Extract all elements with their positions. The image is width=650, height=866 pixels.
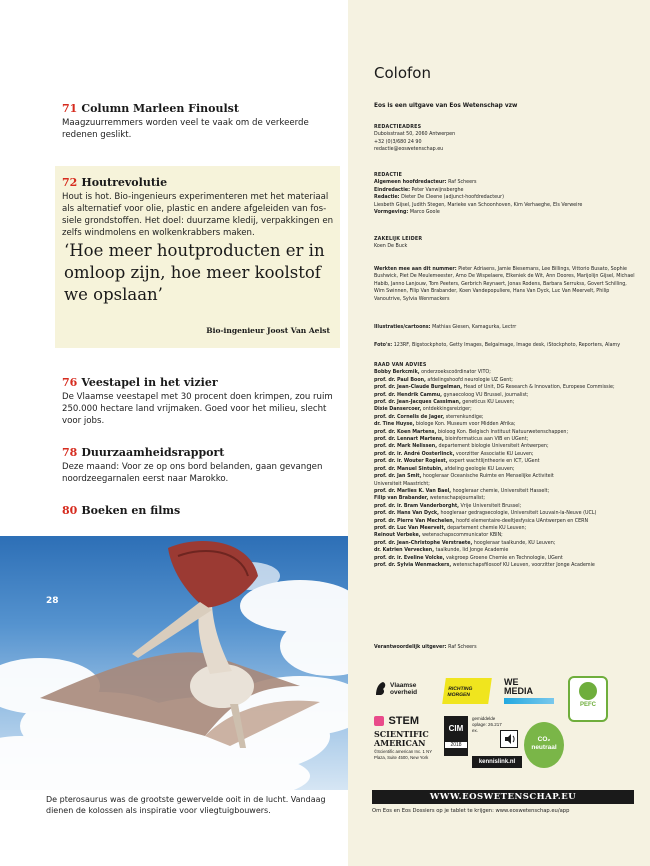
toc-description: Deze maand: Voor ze op ons bord belanden, gaan gevangen noordzeegarnalen eerst naar Marokko. xyxy=(62,462,323,484)
werkten-names: Pieter Adriaens, Jamie Biesemans, Lee Billings, Vittorio Busato, Sophie Bushwick, Piet De Meulemeester, Arno De Wispelaere, Elkeniek de Wit, Ann Doores, Marijolijn Gijsel, Michael Habib, Janno Lanjouw, Tom Peeters, Gerbrich Reynaert, Jonas Rodens, Barbara Serrukss, Govert Schilling, Wim Swinnen, Filip Van Brabander, Koen Vandepopuliere, Hans Van Dyck, Luc Van Meervelt, Philip Vanoutrive, Sylvia Wenmackers xyxy=(374,267,635,302)
sponsor-logos: Vlaamse overheid RICHTING MORGEN WE MEDIA PEFC STEM SCIENTIFIC AMERICAN ©Scientific american Inc. 1 NY Plaza, Suite 4500, New York CIM 2018 gemiddelde oplage: 26.217 ex. kennislink.nl CO₂ neutraal xyxy=(372,676,640,786)
verantwoordelijk-label: Verantwoordelijk uitgever: xyxy=(374,645,447,650)
raad-member: prof. dr. Pierre Van Mechelen, hoofd elementaire-deeltjesfysica UAntwerpen en CERN xyxy=(374,518,589,524)
raad-member: prof. dr. Marlies K. Van Bael, hoogleraar chemie, Universiteit Hasselt; xyxy=(374,488,550,494)
redactieadres-label: REDACTIEADRES xyxy=(374,125,422,130)
toc-number: 71 xyxy=(62,102,78,115)
illustraties-block: Illustraties/cartoons: Mathias Giesen, Kamagurka, Lectrr xyxy=(374,325,517,330)
toc-item-71[interactable] xyxy=(62,102,342,141)
fotos-label: Foto's: xyxy=(374,343,393,348)
raad-member: prof. dr. ir. André Oosterlinck, voorzitter Associatie KU Leuven; xyxy=(374,451,534,457)
toc-title: Duurzaamheidsrapport xyxy=(81,446,225,459)
toc-description: De Vlaamse veestapel met 30 procent doen krimpen, zou ruim 250.000 hectare land vrijmaken. Goed voor het milieu, slecht voor jobs. xyxy=(62,392,333,426)
toc-title: Boeken en films xyxy=(81,504,181,517)
raad-member: prof. dr. ir. Eveline Volcke, vakgroep Groene Chemie en Technologie, UGent xyxy=(374,555,563,561)
pefc-logo: PEFC xyxy=(568,676,608,722)
raad-member: prof. dr. Koen Martens, bioloog Kon. Belgisch Instituut Natuurwetenschappen; xyxy=(374,429,569,435)
toc-number: 80 xyxy=(62,504,78,517)
raad-member: prof. dr. Jan Smit, hoogleraar Oceanische Ruimte en Menselijke Activiteit xyxy=(374,474,554,480)
raad-member: prof. dr. Manuel Sintubin, afdeling geologie KU Leuven; xyxy=(374,466,515,472)
toc-item-78[interactable] xyxy=(62,446,342,485)
raad-member: prof. dr. Jean-Claude Burgelman, Head of Unit, DG Research & Innovation, Europese Commissie; xyxy=(374,385,615,391)
werkten-label: Werkten mee aan dit nummer: xyxy=(374,267,457,272)
zakelijk-block xyxy=(374,236,636,251)
redactie-line: Eindredactie: Peter Vanwijnsberghe xyxy=(374,187,464,193)
app-link-text[interactable]: Om Eos en Eos Dossiers op je tablet te krijgen: www.eoswetenschap.eu/app xyxy=(372,808,570,814)
toc-description: Hout is hot. Bio-ingenieurs experimenteren met het materiaal als alternatief voor olie, plastic en andere afgeleiden van fos-siele grondstoffen. Het doel: duurzame kledij, verpakkingen en zelfs windmolens en wolkenkrabbers maken. xyxy=(62,192,334,238)
pull-quote: ‘Hoe meer houtproducten er in omloop zijn, hoe meer koolstof we opslaan’ xyxy=(64,241,325,304)
raad-member: prof. dr. Luc Van Meervelt, departement chemie KU Leuven; xyxy=(374,525,527,531)
raad-label: RAAD VAN ADVIES xyxy=(374,363,427,368)
toc-number: 76 xyxy=(62,376,78,389)
raad-member: Filip van Brabander, wetenschapsjournalist; xyxy=(374,496,486,502)
richting-morgen-logo: RICHTING MORGEN xyxy=(442,678,492,704)
pterosaur-photo xyxy=(0,536,348,790)
photo-caption: De pterosaurus was de grootste gewervelde ooit in de lucht. Vandaag dienen de kolossen als inspiratie voor vliegtuigbouwers. xyxy=(46,795,326,815)
raad-member: prof. dr. Jean-Jacques Cassiman, geneticus KU Leuven; xyxy=(374,400,515,406)
email-link[interactable]: redactie@eoswetenschap.eu xyxy=(374,147,444,153)
raad-member: dr. Tine Huyse, biologe Kon. Museum voor Midden Afrika; xyxy=(374,422,516,428)
raad-member: Reinout Verbeke, wetenschapscommunicator KBIN; xyxy=(374,533,503,539)
redactie-line: Vormgeving: Marco Goole xyxy=(374,210,440,216)
raad-member: prof. dr. Jean-Christophe Verstraete, hoogleraar taalkunde, KU Leuven; xyxy=(374,540,556,546)
oplage-text: gemiddelde oplage: 26.217 ex. xyxy=(472,716,502,733)
raad-member: prof. dr. Sylvia Wenmackers, wetenschapsfilosoof KU Leuven, voorzitter Jonge Academie xyxy=(374,562,595,568)
redactie-line: Algemeen hoofdredacteur: Raf Scheers xyxy=(374,180,477,186)
we-media-logo: WE MEDIA xyxy=(504,678,556,704)
tree-icon xyxy=(579,682,597,700)
sound-icon xyxy=(501,731,517,747)
phone-line: +32 (0)3/680 24 90 xyxy=(374,139,422,145)
raad-member: prof. dr. ir. Bram Vanderborght, Vrije Universiteit Brussel; xyxy=(374,503,522,509)
raad-member: prof. dr. Hans Van Dyck, hoogleraar gedragsecologie, Universiteit Louvain-la-Neuve (UCL) xyxy=(374,511,597,517)
toc-item-80[interactable] xyxy=(62,504,342,517)
colofon-title: Colofon xyxy=(374,64,431,82)
toc-title: Column Marleen Finoulst xyxy=(81,102,239,115)
zakelijk-name: Koen De Buck xyxy=(374,244,408,250)
audio-logo xyxy=(500,730,518,748)
stem-icon xyxy=(374,716,384,726)
lion-icon xyxy=(374,680,388,696)
raad-member: prof. dr. Paul Boon, afdelingshoofd neurologie UZ Gent; xyxy=(374,377,513,383)
cim-logo: CIM 2018 xyxy=(444,716,468,756)
raad-member: prof. dr. ir. Wouter Rogiest, expert wachtlijntheorie en ICT, UGent xyxy=(374,459,540,465)
scientific-american-logo: SCIENTIFIC AMERICAN ©Scientific american Inc. 1 NY Plaza, Suite 4500, New York xyxy=(374,729,433,760)
raad-member: prof. dr. Mark Nelissen, departement biologie Universiteit Antwerpen; xyxy=(374,444,549,450)
raad-member: Bobby Berkcmik, onderzoekscoördinator VITO; xyxy=(374,370,491,376)
redactie-block xyxy=(374,172,636,216)
raad-member: dr. Katrien Vervecken, taalkunde, lid Jonge Academie xyxy=(374,548,509,554)
raad-block xyxy=(374,362,636,569)
kennislink-logo: kennislink.nl xyxy=(472,756,522,768)
redactie-label: REDACTIE xyxy=(374,173,403,178)
toc-item-72[interactable] xyxy=(62,176,342,239)
raad-member: prof. dr. Cornelis de Jager, sterrenkundige; xyxy=(374,414,484,420)
illustraties-label: Illustraties/cartoons: xyxy=(374,325,431,330)
pterosaur-illustration xyxy=(0,536,348,790)
raad-member: Dixie Dansercoer, ontdekkingsreiziger; xyxy=(374,407,472,413)
werkten-block xyxy=(374,266,636,303)
verantwoordelijk-block: Verantwoordelijk uitgever: Raf Scheers xyxy=(374,645,477,650)
toc-number: 72 xyxy=(62,176,78,189)
toc-description: Maagzuurremmers worden veel te vaak om de verkeerde redenen geslikt. xyxy=(62,118,309,140)
raad-member: prof. dr. Hendrik Cammu, gynaecoloog VU Brussel, journalist; xyxy=(374,392,529,398)
colofon-subtitle: Eos is een uitgave van Eos Wetenschap vzw xyxy=(374,103,518,109)
redactie-line: Redactie: Dieter De Cleene (adjunct-hoofdredacteur) xyxy=(374,195,504,201)
raad-member: prof. dr. Lennart Martens, bioinformaticus aan VIB en UGent; xyxy=(374,437,529,443)
quote-author: Bio-ingenieur Joost Van Aelst xyxy=(206,326,330,335)
website-banner[interactable]: WWW.EOSWETENSCHAP.EU xyxy=(372,790,634,804)
toc-item-76[interactable] xyxy=(62,376,342,427)
redactie-line: Liesbeth Gijsel, Judith Stegen, Marieke van Schoonhoven, Kim Verhaeghe, Els Verweire xyxy=(374,202,583,208)
toc-title: Veestapel in het vizier xyxy=(81,376,218,389)
zakelijk-label: ZAKELIJK LEIDER xyxy=(374,237,423,242)
redactieadres-block xyxy=(374,124,636,154)
we-media-bar xyxy=(504,698,554,704)
address-line: Duboisstraat 50, 2060 Antwerpen xyxy=(374,132,456,138)
toc-number: 78 xyxy=(62,446,78,459)
co2-neutraal-logo: CO₂ neutraal xyxy=(524,722,564,768)
toc-title: Houtrevolutie xyxy=(81,176,168,189)
raad-list xyxy=(374,369,636,569)
page-number: 28 xyxy=(46,596,59,606)
fotos-block: Foto's: 123RF, Bigstockphoto, Getty Images, Belgaimage, Image desk, iStockphoto, Reporters, Alamy xyxy=(374,343,621,348)
stem-logo: STEM xyxy=(374,712,432,730)
raad-member: Universiteit Maastricht; xyxy=(374,481,430,487)
